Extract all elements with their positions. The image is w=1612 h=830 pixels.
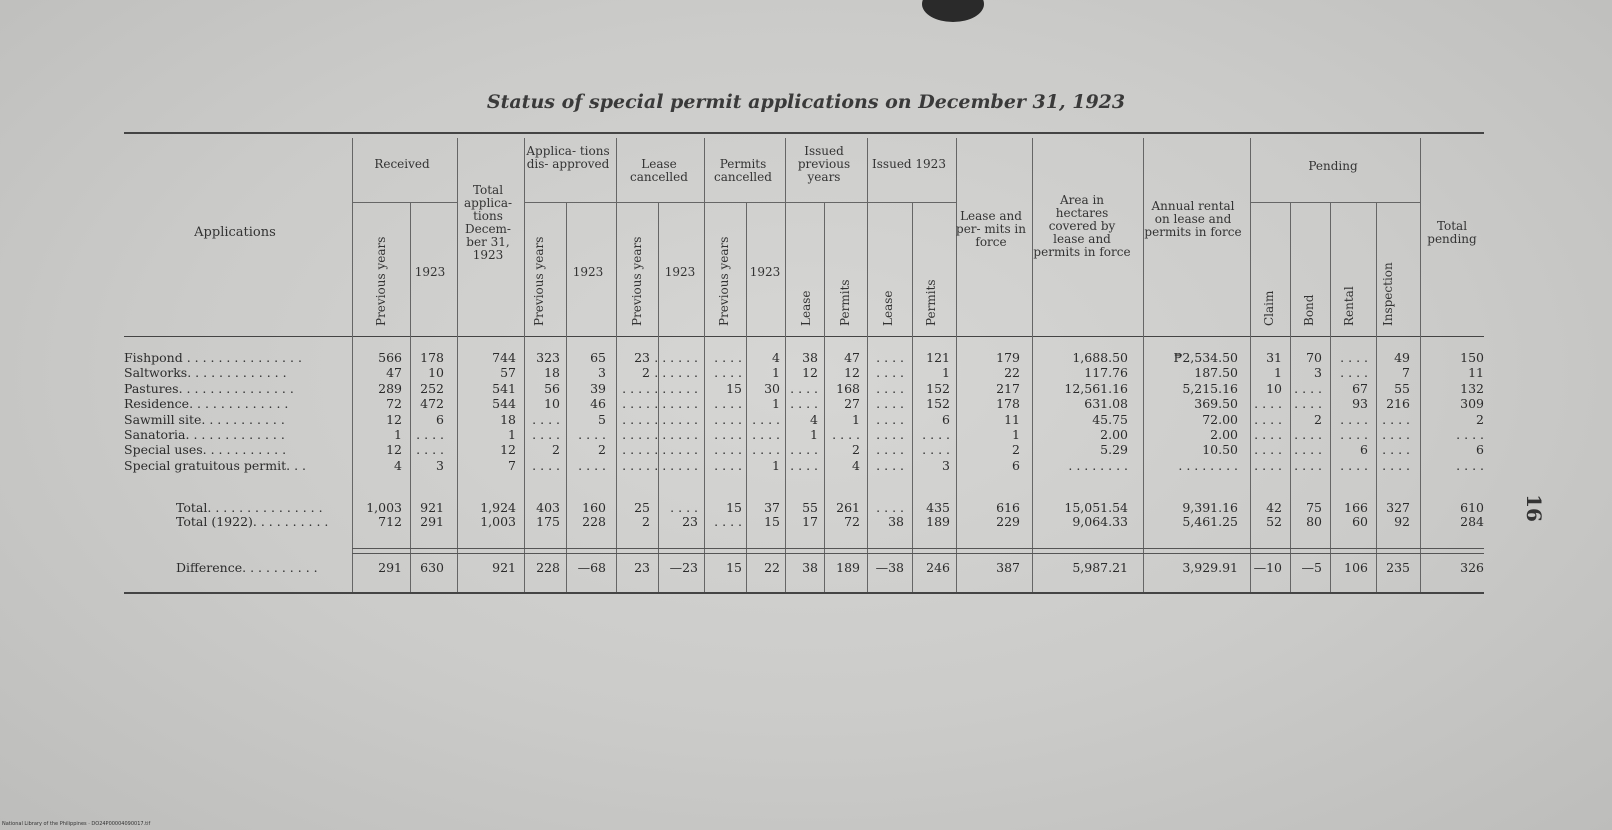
- table-cell: . . . .: [1294, 442, 1322, 458]
- table-cell: . . . .: [1294, 427, 1322, 442]
- table-cell: 12,561.16: [1064, 380, 1128, 396]
- header-received: Received: [374, 157, 430, 171]
- table-cell: . . . . . .: [654, 380, 698, 396]
- table-cell: . . . .: [622, 442, 650, 458]
- table-cell: . . . .: [714, 427, 742, 442]
- table-cell: 9,064.33: [1072, 514, 1128, 529]
- table-cell: 1: [852, 411, 860, 427]
- table-cell: 47: [386, 365, 402, 381]
- table-cell: 37: [764, 500, 780, 515]
- table-cell: 1: [508, 427, 516, 442]
- table-cell: . . . .: [578, 427, 606, 442]
- table-cell: 12: [844, 365, 860, 381]
- table-cell: 22: [1004, 365, 1020, 381]
- row-label: Total. . . . . . . . . . . . . . .: [176, 500, 323, 515]
- table-cell: 132: [1460, 380, 1484, 396]
- table-cell: . . . .: [622, 457, 650, 473]
- subheader-received-1923: 1923: [414, 265, 446, 279]
- table-cell: 55: [1394, 380, 1410, 396]
- subheader-disapproved-1923: 1923: [572, 265, 604, 279]
- table-cell: 189: [926, 514, 950, 529]
- row-label: Special uses. . . . . . . . . . .: [124, 442, 287, 458]
- table-cell: 3: [436, 457, 444, 473]
- table-cell: 1: [942, 365, 950, 381]
- table-cell: 38: [802, 350, 818, 365]
- table-cell: . . . . . .: [654, 350, 698, 365]
- table-cell: 12: [386, 411, 402, 427]
- table-cell: 2.00: [1210, 427, 1238, 442]
- table-cell: 326: [1460, 560, 1484, 575]
- table-cell: 631.08: [1084, 396, 1128, 412]
- table-cell: 921: [492, 560, 516, 575]
- table-cell: 228: [536, 560, 560, 575]
- group-underline: [616, 202, 704, 203]
- table-cell: 65: [590, 350, 606, 365]
- table-cell: 52: [1266, 514, 1282, 529]
- table-cell: 46: [590, 396, 606, 412]
- table-cell: . . . .: [876, 442, 904, 458]
- table-cell: 72.00: [1202, 411, 1238, 427]
- table-cell: 67: [1352, 380, 1368, 396]
- table-cell: 235: [1386, 560, 1410, 575]
- table-cell: 6: [1012, 457, 1020, 473]
- table-cell: 168: [836, 380, 860, 396]
- table-cell: —38: [875, 560, 904, 575]
- table-cell: 25: [634, 500, 650, 515]
- table-cell: 387: [996, 560, 1020, 575]
- table-cell: . . . .: [752, 411, 780, 427]
- table-cell: 49: [1394, 350, 1410, 365]
- subheader-pending-rental: Rental: [1342, 286, 1356, 326]
- table-cell: 80: [1306, 514, 1322, 529]
- table-cell: . . . .: [876, 380, 904, 396]
- table-cell: 289: [378, 380, 402, 396]
- table-cell: 12: [500, 442, 516, 458]
- subheader-pending-claim: Claim: [1262, 290, 1276, 326]
- table-cell: 1: [772, 365, 780, 381]
- table-cell: 42: [1266, 500, 1282, 515]
- header-applications: Applications: [194, 225, 276, 240]
- table-cell: 4: [394, 457, 402, 473]
- table-cell: 2: [552, 442, 560, 458]
- table-cell: . . . .: [416, 442, 444, 458]
- table-cell: 5,461.25: [1182, 514, 1238, 529]
- table-cell: . . . .: [1456, 457, 1484, 473]
- table-cell: 630: [420, 560, 444, 575]
- subheader-issued-1923-lease: Lease: [881, 290, 895, 326]
- header-issued-1923: Issued 1923: [872, 157, 946, 171]
- row-label: Pastures. . . . . . . . . . . . . . .: [124, 380, 294, 396]
- table-cell: 246: [926, 560, 950, 575]
- table-cell: 189: [836, 560, 860, 575]
- table-cell: 5,987.21: [1072, 560, 1128, 575]
- table-cell: 152: [926, 380, 950, 396]
- table-cell: 544: [492, 396, 516, 412]
- table-cell: . . . .: [1254, 411, 1282, 427]
- table-cell: 2: [642, 365, 650, 381]
- subheader-lease-cancelled-previous: Previous years: [630, 236, 644, 326]
- table-cell: 1: [1274, 365, 1282, 381]
- table-cell: . . . .: [622, 411, 650, 427]
- table-cell: . . . . . .: [654, 396, 698, 412]
- table-cell: 291: [420, 514, 444, 529]
- table-cell: 327: [1386, 500, 1410, 515]
- table-cell: 309: [1460, 396, 1484, 412]
- table-cell: . . . .: [876, 365, 904, 381]
- group-underline: [352, 202, 457, 203]
- table-cell: 4: [810, 411, 818, 427]
- table-cell: 15: [726, 380, 742, 396]
- header-disapproved: Applica- tions dis- approved: [526, 144, 610, 171]
- table-cell: 9,391.16: [1182, 500, 1238, 515]
- table-cell: . . . .: [714, 457, 742, 473]
- table-cell: . . . .: [1254, 427, 1282, 442]
- bottom-rule: [124, 592, 1484, 594]
- table-cell: . . . .: [622, 380, 650, 396]
- table-cell: 27: [844, 396, 860, 412]
- table-cell: . . . .: [622, 427, 650, 442]
- table-cell: 2.00: [1100, 427, 1128, 442]
- table-cell: . . . . . .: [654, 457, 698, 473]
- table-cell: 70: [1306, 350, 1322, 365]
- subheader-issued-1923-permits: Permits: [924, 279, 938, 326]
- table-cell: 15: [764, 514, 780, 529]
- table-cell: . . . .: [578, 457, 606, 473]
- table-cell: 4: [852, 457, 860, 473]
- row-label: Special gratuitous permit. . .: [124, 457, 306, 473]
- table-cell: . . . .: [714, 350, 742, 365]
- table-cell: . . . .: [1340, 427, 1368, 442]
- table-cell: 1,003: [480, 514, 516, 529]
- table-cell: . . . .: [670, 500, 698, 515]
- header-in-force: Lease and per- mits in force: [956, 209, 1026, 249]
- table-cell: . . . .: [1340, 411, 1368, 427]
- row-label: Difference. . . . . . . . . .: [176, 560, 318, 575]
- table-cell: . . . .: [832, 427, 860, 442]
- table-cell: 17: [802, 514, 818, 529]
- table-cell: 11: [1004, 411, 1020, 427]
- table-cell: . . . .: [876, 457, 904, 473]
- table-cell: 2: [1012, 442, 1020, 458]
- row-label: Sawmill site. . . . . . . . . . .: [124, 411, 285, 427]
- row-label: Total (1922). . . . . . . . . .: [176, 514, 329, 529]
- table-cell: . . . .: [922, 427, 950, 442]
- table-cell: 30: [764, 380, 780, 396]
- table-cell: 7: [508, 457, 516, 473]
- table-cell: 1: [810, 427, 818, 442]
- table-cell: 175: [536, 514, 560, 529]
- subheader-issued-prev-lease: Lease: [799, 290, 813, 326]
- table-cell: . . . .: [1340, 365, 1368, 381]
- top-rule: [124, 132, 1484, 134]
- table-cell: 160: [582, 500, 606, 515]
- table-cell: 2: [642, 514, 650, 529]
- table-cell: 10: [544, 396, 560, 412]
- table-cell: . . . .: [416, 427, 444, 442]
- table-cell: 152: [926, 396, 950, 412]
- table-cell: . . . .: [876, 427, 904, 442]
- header-lease-cancelled: Lease cancelled: [630, 157, 688, 184]
- table-cell: . . . . . .: [654, 442, 698, 458]
- table-cell: 60: [1352, 514, 1368, 529]
- table-cell: 5,215.16: [1182, 380, 1238, 396]
- table-cell: 57: [500, 365, 516, 381]
- table-cell: 744: [492, 350, 516, 365]
- group-underline: [785, 202, 867, 203]
- table-cell: 1,924: [480, 500, 516, 515]
- table-cell: 23: [634, 560, 650, 575]
- row-label: Fishpond . . . . . . . . . . . . . . .: [124, 350, 302, 365]
- table-cell: 106: [1344, 560, 1368, 575]
- subheader-lease-cancelled-1923: 1923: [664, 265, 696, 279]
- table-cell: 921: [420, 500, 444, 515]
- table-cell: 39: [590, 380, 606, 396]
- row-label: Saltworks. . . . . . . . . . . . .: [124, 365, 287, 381]
- table-cell: 47: [844, 350, 860, 365]
- header-total-pending: Total pending: [1427, 219, 1477, 246]
- row-label: Sanatoria. . . . . . . . . . . . .: [124, 427, 285, 442]
- table-cell: 3: [598, 365, 606, 381]
- table-cell: . . . .: [1340, 457, 1368, 473]
- table-cell: ₱2,534.50: [1173, 350, 1238, 365]
- table-cell: 2: [598, 442, 606, 458]
- header-issued-previous: Issued previous years: [797, 144, 851, 184]
- table-title: Status of special permit applications on December 31, 1923: [486, 91, 1126, 113]
- table-cell: 2: [852, 442, 860, 458]
- ink-blot: [922, 0, 984, 22]
- table-cell: . . . .: [714, 514, 742, 529]
- table-cell: 1: [1012, 427, 1020, 442]
- table-cell: . . . .: [876, 500, 904, 515]
- table-cell: 1: [394, 427, 402, 442]
- table-cell: . . . .: [876, 396, 904, 412]
- table-cell: . . . . . . . .: [1068, 457, 1128, 473]
- table-cell: . . . .: [714, 411, 742, 427]
- subheader-permits-cancelled-1923: 1923: [749, 265, 781, 279]
- table-cell: . . . .: [1382, 411, 1410, 427]
- table-cell: . . . .: [1254, 457, 1282, 473]
- table-cell: 18: [500, 411, 516, 427]
- group-underline: [524, 202, 616, 203]
- table-cell: . . . .: [790, 442, 818, 458]
- header-area: Area in hectares covered by lease and permits in force: [1033, 193, 1131, 259]
- table-cell: . . . .: [1382, 427, 1410, 442]
- table-cell: 75: [1306, 500, 1322, 515]
- subheader-permits-cancelled-previous: Previous years: [717, 236, 731, 326]
- table-cell: 55: [802, 500, 818, 515]
- table-cell: . . . .: [876, 411, 904, 427]
- subheader-disapproved-previous: Previous years: [532, 236, 546, 326]
- table-cell: 472: [420, 396, 444, 412]
- table-cell: 712: [378, 514, 402, 529]
- table-cell: . . . . . .: [654, 411, 698, 427]
- header-rental: Annual rental on lease and permits in force: [1144, 199, 1242, 239]
- table-cell: . . . . . .: [654, 427, 698, 442]
- table-cell: 117.76: [1084, 365, 1128, 381]
- table-cell: . . . .: [1294, 380, 1322, 396]
- table-cell: 56: [544, 380, 560, 396]
- subheader-issued-prev-permits: Permits: [838, 279, 852, 326]
- table-cell: 31: [1266, 350, 1282, 365]
- table-cell: . . . .: [790, 457, 818, 473]
- table-cell: . . . .: [714, 396, 742, 412]
- table-cell: 7: [1402, 365, 1410, 381]
- row-label: Residence. . . . . . . . . . . . .: [124, 396, 289, 412]
- table-cell: 11: [1468, 365, 1484, 381]
- table-cell: . . . . . . . .: [1178, 457, 1238, 473]
- table-cell: 178: [420, 350, 444, 365]
- table-cell: 38: [888, 514, 904, 529]
- table-cell: . . . .: [752, 442, 780, 458]
- header-rule: [124, 336, 1484, 337]
- table-cell: 23: [634, 350, 650, 365]
- table-cell: 2: [1314, 411, 1322, 427]
- table-cell: 3: [942, 457, 950, 473]
- table-cell: 1: [772, 457, 780, 473]
- table-cell: 5.29: [1100, 442, 1128, 458]
- table-cell: 1,688.50: [1072, 350, 1128, 365]
- table-cell: . . . .: [1382, 457, 1410, 473]
- table-cell: 92: [1394, 514, 1410, 529]
- table-cell: . . . .: [1254, 396, 1282, 412]
- table-cell: 6: [1360, 442, 1368, 458]
- table-cell: 150: [1460, 350, 1484, 365]
- table-cell: . . . .: [790, 396, 818, 412]
- table-cell: 323: [536, 350, 560, 365]
- table-cell: 610: [1460, 500, 1484, 515]
- table-cell: . . . . . .: [654, 365, 698, 381]
- table-cell: 291: [378, 560, 402, 575]
- table-cell: 93: [1352, 396, 1368, 412]
- table-cell: . . . .: [714, 442, 742, 458]
- table-cell: —10: [1253, 560, 1282, 575]
- table-cell: 15,051.54: [1064, 500, 1128, 515]
- table-cell: 178: [996, 396, 1020, 412]
- table-cell: . . . .: [532, 427, 560, 442]
- table-cell: 541: [492, 380, 516, 396]
- table-cell: . . . .: [714, 365, 742, 381]
- table-cell: 179: [996, 350, 1020, 365]
- table-cell: 4: [772, 350, 780, 365]
- table-cell: 252: [420, 380, 444, 396]
- table-cell: 403: [536, 500, 560, 515]
- table-cell: 10.50: [1202, 442, 1238, 458]
- group-underline: [1250, 202, 1420, 203]
- subheader-pending-inspection: Inspection: [1381, 262, 1395, 326]
- table-cell: . . . .: [1456, 427, 1484, 442]
- header-permits-cancelled: Permits cancelled: [714, 157, 772, 184]
- table-cell: 228: [582, 514, 606, 529]
- table-cell: 187.50: [1194, 365, 1238, 381]
- table-cell: 15: [726, 560, 742, 575]
- page-number: 16: [1521, 494, 1546, 522]
- table-cell: 72: [844, 514, 860, 529]
- table-cell: 229: [996, 514, 1020, 529]
- table-cell: 12: [802, 365, 818, 381]
- scan-footer: National Library of the Philippines · DO24P00004090017.tif: [2, 821, 151, 827]
- table-cell: 166: [1344, 500, 1368, 515]
- table-cell: 18: [544, 365, 560, 381]
- table-cell: 284: [1460, 514, 1484, 529]
- table-cell: 5: [598, 411, 606, 427]
- table-cell: . . . .: [622, 396, 650, 412]
- table-cell: 2: [1476, 411, 1484, 427]
- group-underline: [867, 202, 956, 203]
- table-cell: . . . .: [532, 457, 560, 473]
- table-cell: 6: [1476, 442, 1484, 458]
- header-pending: Pending: [1308, 159, 1358, 173]
- table-cell: 23: [682, 514, 698, 529]
- table-cell: 217: [996, 380, 1020, 396]
- table-cell: —68: [577, 560, 606, 575]
- table-cell: . . . .: [1254, 442, 1282, 458]
- table-cell: . . . .: [790, 380, 818, 396]
- table-cell: 261: [836, 500, 860, 515]
- table-cell: —5: [1301, 560, 1322, 575]
- table-cell: . . . .: [752, 427, 780, 442]
- table-cell: . . . .: [532, 411, 560, 427]
- table-cell: 10: [1266, 380, 1282, 396]
- header-total-applications: Total applica- tions Decem- ber 31, 1923: [463, 183, 513, 262]
- table-cell: 15: [726, 500, 742, 515]
- table-cell: . . . .: [1294, 396, 1322, 412]
- table-cell: 3: [1314, 365, 1322, 381]
- table-cell: 121: [926, 350, 950, 365]
- table-cell: —23: [669, 560, 698, 575]
- table-cell: 45.75: [1092, 411, 1128, 427]
- table-cell: . . . .: [1382, 442, 1410, 458]
- subheader-pending-bond: Bond: [1302, 294, 1316, 326]
- table-cell: 38: [802, 560, 818, 575]
- table-cell: 369.50: [1194, 396, 1238, 412]
- table-cell: 216: [1386, 396, 1410, 412]
- table-cell: . . . .: [1340, 350, 1368, 365]
- table-cell: 6: [436, 411, 444, 427]
- group-underline: [704, 202, 785, 203]
- table-cell: 616: [996, 500, 1020, 515]
- table-cell: 566: [378, 350, 402, 365]
- table-cell: 1,003: [366, 500, 402, 515]
- table-cell: 72: [386, 396, 402, 412]
- table-cell: . . . .: [922, 442, 950, 458]
- table-cell: 12: [386, 442, 402, 458]
- table-cell: 22: [764, 560, 780, 575]
- table-cell: . . . .: [1294, 457, 1322, 473]
- table-cell: 10: [428, 365, 444, 381]
- table-cell: 435: [926, 500, 950, 515]
- table-cell: 6: [942, 411, 950, 427]
- totals-double-rule: [352, 548, 1484, 554]
- subheader-received-previous: Previous years: [374, 236, 388, 326]
- table-cell: . . . .: [876, 350, 904, 365]
- table-cell: 1: [772, 396, 780, 412]
- table-cell: 3,929.91: [1182, 560, 1238, 575]
